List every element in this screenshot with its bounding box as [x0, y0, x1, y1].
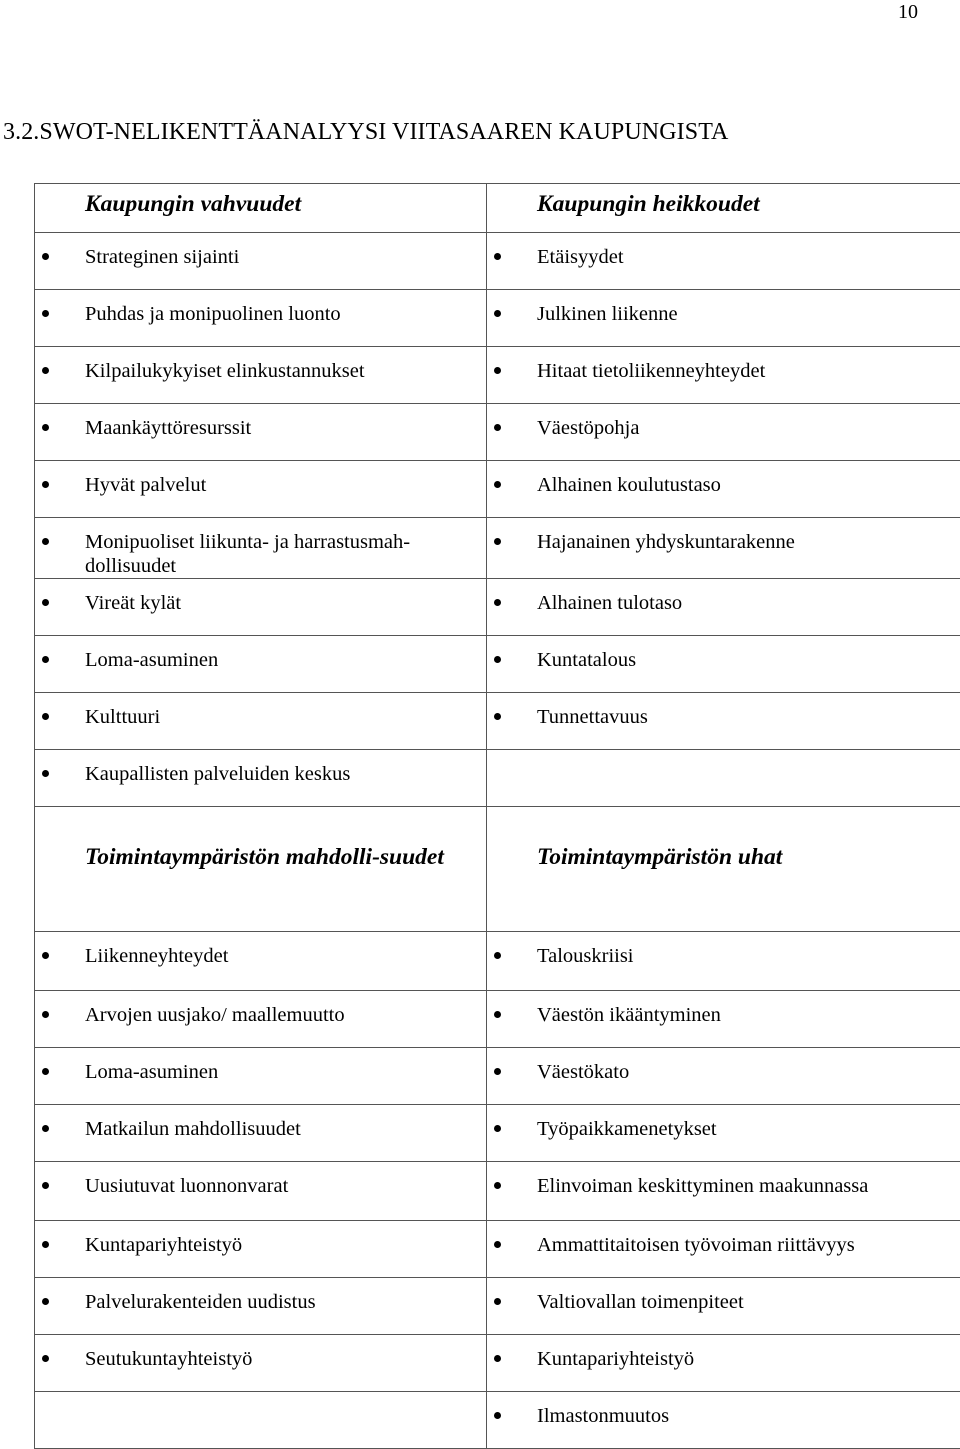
threat-item: [487, 1278, 960, 1314]
table-row: [35, 636, 960, 693]
opportunity-label: Arvojen uusjako/ maallemuutto: [85, 1004, 345, 1026]
weakness-label: Etäisyydet: [537, 246, 624, 268]
table-row: [35, 347, 960, 404]
opportunities-header-cell: [35, 807, 487, 932]
opportunity-item: [35, 1335, 486, 1371]
opportunity-item: [35, 1048, 486, 1084]
weakness-cell: [487, 347, 960, 404]
table-row: [35, 693, 960, 750]
strength-label: Monipuoliset liikunta- ja harrastusmah-dollisuudet: [85, 531, 410, 577]
bullet-icon: [494, 713, 501, 720]
opportunity-cell: [35, 1105, 487, 1162]
weakness-label: Tunnettavuus: [537, 706, 648, 728]
bullet-icon: [494, 1125, 501, 1132]
strength-cell: [35, 233, 487, 290]
bullet-icon: [494, 1011, 501, 1018]
table-row: [35, 1105, 960, 1162]
bullet-icon: [42, 1355, 49, 1362]
threat-cell: [487, 991, 960, 1048]
weakness-cell: [487, 233, 960, 290]
weakness-cell: [487, 579, 960, 636]
swot-table: [34, 183, 960, 1449]
bullet-icon: [494, 1355, 501, 1362]
threat-label: Kuntapariyhteistyö: [537, 1348, 694, 1370]
threat-item: [487, 991, 960, 1027]
strength-item: [35, 290, 486, 326]
weakness-item: [487, 290, 960, 326]
weakness-cell: [487, 404, 960, 461]
strength-item: [35, 404, 486, 440]
threat-cell: [487, 1048, 960, 1105]
opportunity-item: [35, 932, 486, 968]
threat-cell: [487, 932, 960, 991]
threat-cell: [487, 1335, 960, 1392]
opportunity-item: [35, 991, 486, 1027]
opportunity-cell: [35, 1221, 487, 1278]
threat-label: Väestön ikääntyminen: [537, 1004, 721, 1026]
opportunity-item: [35, 1221, 486, 1257]
bullet-icon: [494, 1182, 501, 1189]
weakness-item: [487, 404, 960, 440]
strengths-header-cell: [35, 184, 487, 233]
opportunity-label: Palvelurakenteiden uudistus: [85, 1291, 316, 1313]
weakness-cell: [487, 290, 960, 347]
table-row: [35, 991, 960, 1048]
bullet-icon: [42, 310, 49, 317]
strength-item: [35, 636, 486, 672]
bullet-icon: [42, 1182, 49, 1189]
bullet-icon: [42, 713, 49, 720]
weakness-cell: [487, 518, 960, 579]
weakness-label: Väestöpohja: [537, 417, 639, 439]
weakness-label: Alhainen tulotaso: [537, 592, 682, 614]
opportunity-item: [35, 1105, 486, 1141]
strength-item: [35, 347, 486, 383]
strength-cell: [35, 750, 487, 807]
threat-cell: [487, 1105, 960, 1162]
table-row: [35, 1335, 960, 1392]
bullet-icon: [494, 481, 501, 488]
weakness-item: [487, 518, 960, 554]
opportunities-title: Toimintaympäristön mahdolli-suudet: [35, 807, 486, 873]
bullet-icon: [494, 538, 501, 545]
bullet-icon: [42, 1068, 49, 1075]
bullet-icon: [494, 424, 501, 431]
bullet-icon: [42, 1011, 49, 1018]
opportunity-cell: [35, 1278, 487, 1335]
bullet-icon: [42, 1241, 49, 1248]
opportunity-label: Matkailun mahdollisuudet: [85, 1118, 301, 1140]
strength-cell: [35, 404, 487, 461]
opportunity-cell: [35, 1162, 487, 1221]
opportunity-label: Liikenneyhteydet: [85, 945, 228, 967]
threat-label: Ilmastonmuutos: [537, 1405, 669, 1427]
weakness-item: [487, 579, 960, 615]
page-number: 10: [898, 1, 918, 24]
weakness-cell: [487, 750, 960, 807]
weaknesses-title: Kaupungin heikkoudet: [487, 184, 960, 220]
threat-label: Työpaikkamenetykset: [537, 1118, 717, 1140]
strength-cell: [35, 579, 487, 636]
opportunity-label: Loma-asuminen: [85, 1061, 218, 1083]
bullet-icon: [42, 1125, 49, 1132]
opportunity-cell: [35, 932, 487, 991]
threat-item: [487, 1048, 960, 1084]
bullet-icon: [42, 770, 49, 777]
bullet-icon: [494, 1068, 501, 1075]
opportunity-cell: [35, 1048, 487, 1105]
strength-label: Kilpailukykyiset elinkustannukset: [85, 360, 365, 382]
table-row: [35, 1221, 960, 1278]
bullet-icon: [42, 367, 49, 374]
table-row: [35, 461, 960, 518]
bullet-icon: [42, 952, 49, 959]
weakness-item: [487, 233, 960, 269]
threats-title: Toimintaympäristön uhat: [487, 807, 960, 873]
table-row: [35, 233, 960, 290]
table-row: [35, 1392, 960, 1449]
strength-item: [35, 693, 486, 729]
table-row: [35, 1278, 960, 1335]
bullet-icon: [42, 656, 49, 663]
weakness-label: Julkinen liikenne: [537, 303, 678, 325]
table-row: [35, 404, 960, 461]
opportunity-label: Kuntapariyhteistyö: [85, 1234, 242, 1256]
threat-label: Valtiovallan toimenpiteet: [537, 1291, 744, 1313]
swot-table-body: [35, 184, 960, 1449]
bullet-icon: [494, 1241, 501, 1248]
bullet-icon: [494, 253, 501, 260]
weakness-cell: [487, 636, 960, 693]
threat-item: [487, 1162, 960, 1198]
opportunity-item: [35, 1162, 486, 1198]
threat-item: [487, 1392, 960, 1428]
strength-cell: [35, 636, 487, 693]
section-heading: 3.2.SWOT-NELIKENTTÄANALYYSI VIITASAAREN KAUPUNGISTA: [3, 119, 728, 146]
table-row: [35, 750, 960, 807]
swot-header-row: [35, 184, 960, 233]
threat-cell: [487, 1392, 960, 1449]
strength-cell: [35, 347, 487, 404]
threat-item: [487, 1335, 960, 1371]
strength-cell: [35, 290, 487, 347]
strength-cell: [35, 518, 487, 579]
threat-item: [487, 1221, 960, 1257]
strength-item: [35, 518, 486, 578]
strength-item: [35, 750, 486, 786]
weakness-label: Kuntatalous: [537, 649, 636, 671]
weakness-item: [487, 461, 960, 497]
strength-cell: [35, 461, 487, 518]
table-row: [35, 579, 960, 636]
strength-label: Kulttuuri: [85, 706, 160, 728]
swot-header-row: [35, 807, 960, 932]
opportunity-label: Uusiutuvat luonnonvarat: [85, 1175, 288, 1197]
bullet-icon: [42, 599, 49, 606]
threat-item: [487, 1105, 960, 1141]
table-row: [35, 932, 960, 991]
weakness-label: Hitaat tietoliikenneyhteydet: [537, 360, 765, 382]
strength-label: Strateginen sijainti: [85, 246, 239, 268]
threat-label: Talouskriisi: [537, 945, 634, 967]
bullet-icon: [42, 424, 49, 431]
threat-label: Elinvoiman keskittyminen maakunnassa: [537, 1175, 868, 1197]
strength-item: [35, 579, 486, 615]
strength-label: Loma-asuminen: [85, 649, 218, 671]
table-row: [35, 1048, 960, 1105]
weakness-cell: [487, 693, 960, 750]
threats-header-cell: [487, 807, 960, 932]
weakness-item: [487, 636, 960, 672]
bullet-icon: [42, 253, 49, 260]
threat-label: Ammattitaitoisen työvoiman riittävyys: [537, 1234, 855, 1256]
weakness-item: [487, 693, 960, 729]
strength-label: Maankäyttöresurssit: [85, 417, 251, 439]
bullet-icon: [494, 1298, 501, 1305]
strength-label: Kaupallisten palveluiden keskus: [85, 763, 350, 785]
strength-label: Vireät kylät: [85, 592, 181, 614]
bullet-icon: [42, 538, 49, 545]
strength-label: Hyvät palvelut: [85, 474, 206, 496]
bullet-icon: [494, 599, 501, 606]
weakness-item: [487, 347, 960, 383]
strength-cell: [35, 693, 487, 750]
opportunity-cell: [35, 1335, 487, 1392]
table-row: [35, 1162, 960, 1221]
threat-label: Väestökato: [537, 1061, 629, 1083]
bullet-icon: [494, 1412, 501, 1419]
table-row: [35, 518, 960, 579]
table-row: [35, 290, 960, 347]
strength-item: [35, 233, 486, 269]
opportunity-cell: [35, 991, 487, 1048]
threat-item: [487, 932, 960, 968]
opportunity-cell: [35, 1392, 487, 1449]
bullet-icon: [494, 952, 501, 959]
bullet-icon: [494, 367, 501, 374]
weakness-label: Hajanainen yhdyskuntarakenne: [537, 531, 795, 553]
weakness-cell: [487, 461, 960, 518]
opportunity-item: [35, 1278, 486, 1314]
strength-label: Puhdas ja monipuolinen luonto: [85, 303, 341, 325]
threat-cell: [487, 1162, 960, 1221]
strength-item: [35, 461, 486, 497]
strengths-title: Kaupungin vahvuudet: [35, 184, 486, 220]
threat-cell: [487, 1221, 960, 1278]
bullet-icon: [42, 481, 49, 488]
opportunity-label: Seutukuntayhteistyö: [85, 1348, 252, 1370]
weakness-label: Alhainen koulutustaso: [537, 474, 721, 496]
weaknesses-header-cell: [487, 184, 960, 233]
bullet-icon: [494, 310, 501, 317]
bullet-icon: [494, 656, 501, 663]
bullet-icon: [42, 1298, 49, 1305]
threat-cell: [487, 1278, 960, 1335]
